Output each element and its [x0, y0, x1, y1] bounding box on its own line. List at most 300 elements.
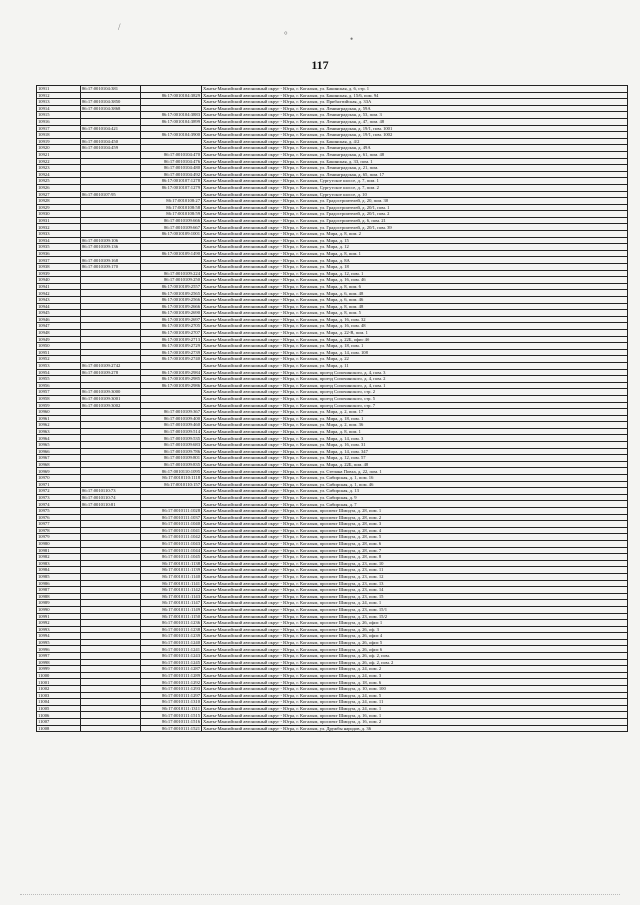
land-parcel-number-cell: [81, 250, 141, 257]
row-number-cell: 10924: [37, 171, 81, 178]
address-cell: Ханты-Мансийский автономный округ - Югра, г. Когалым, ул. Мира, д. 8А: [202, 257, 628, 264]
land-parcel-number-cell: [81, 666, 141, 673]
premises-number-cell: 86:17:0010111:1149: [141, 606, 202, 613]
address-cell: Ханты-Мансийский автономный округ - Югра, г. Когалым, проспект Шмидта, д. 24, пом. 1: [202, 600, 628, 607]
address-cell: Ханты-Мансийский автономный округ - Югра, г. Когалым, проспект Шмидта, д. 26, оф. 2, пом. 2: [202, 659, 628, 666]
table-row: [37, 646, 628, 653]
row-number-cell: 10958: [37, 395, 81, 402]
address-cell: Ханты-Мансийский автономный округ - Югра, г. Когалым, ул. Мира, д. 16, пом. 32: [202, 316, 628, 323]
row-number-cell: 10933: [37, 231, 81, 238]
table-row: [37, 494, 628, 501]
row-number-cell: 10996: [37, 646, 81, 653]
premises-number-cell: 86:17:0010111:1289: [141, 672, 202, 679]
address-cell: Ханты-Мансийский автономный округ - Югра, г. Когалым, ул. Бакинская, д. 15/6, пом. 94: [202, 92, 628, 99]
row-number-cell: 10945: [37, 310, 81, 317]
premises-number-cell: [141, 494, 202, 501]
table-row: [37, 178, 628, 185]
premises-number-cell: 86:17:0010111:1042: [141, 534, 202, 541]
row-number-cell: 10912: [37, 92, 81, 99]
table-row: [37, 211, 628, 218]
table-row: [37, 257, 628, 264]
table-row: [37, 343, 628, 350]
premises-number-cell: 86:17:0010109:667: [141, 224, 202, 231]
table-row: [37, 705, 628, 712]
address-cell: Ханты-Мансийский автономный округ - Югра, г. Когалым, ул. Мира, д. 8, пом. 5: [202, 310, 628, 317]
row-number-cell: 11004: [37, 699, 81, 706]
row-number-cell: 10948: [37, 329, 81, 336]
row-number-cell: 10949: [37, 336, 81, 343]
address-cell: Ханты-Мансийский автономный округ - Югра, г. Когалым, ул. Мира, д. 12, пом. 1: [202, 270, 628, 277]
address-cell: Ханты-Мансийский автономный округ - Югра, г. Когалым, ул. Сибирская, д. 1, пом. 46: [202, 481, 628, 488]
land-parcel-number-cell: 86:17:0010109:136: [81, 244, 141, 251]
table-row: [37, 224, 628, 231]
row-number-cell: 10921: [37, 151, 81, 158]
land-parcel-number-cell: [81, 554, 141, 561]
address-cell: Ханты-Мансийский автономный округ - Югра, г. Когалым, ул. Мира, д. 18, пом. 1: [202, 343, 628, 350]
land-parcel-number-cell: [81, 646, 141, 653]
table-row: [37, 712, 628, 719]
row-number-cell: 10925: [37, 178, 81, 185]
scan-mark: /: [118, 22, 121, 32]
land-parcel-number-cell: [81, 508, 141, 515]
address-cell: Ханты-Мансийский автономный округ - Югра, г. Когалым, проезд Сопочинского, стр. 5: [202, 395, 628, 402]
table-row: [37, 468, 628, 475]
page-number: 117: [311, 58, 329, 72]
premises-number-cell: 86:17:0010110:1118: [141, 475, 202, 482]
table-row: [37, 125, 628, 132]
premises-number-cell: 86:17:0010111:1140: [141, 573, 202, 580]
table-row: [37, 455, 628, 462]
row-number-cell: 10936: [37, 250, 81, 257]
land-parcel-number-cell: [81, 613, 141, 620]
address-cell: Ханты-Мансийский автономный округ - Югра, г. Когалым, проспект Шмидта, д. 23, пом. 14: [202, 587, 628, 594]
premises-number-cell: 86:17:0010109:1001: [141, 231, 202, 238]
address-cell: Ханты-Мансийский автономный округ - Югра, г. Когалым, проезд Сопочинского, д. 4, пом. 2: [202, 376, 628, 383]
table-row: [37, 86, 628, 93]
address-cell: Ханты-Мансийский автономный округ - Югра, г. Когалым, ул. Сибирская, д. 13: [202, 488, 628, 495]
table-row: [37, 540, 628, 547]
address-cell: Ханты-Мансийский автономный округ - Югра, г. Когалым, ул. Ленинградская, д. 59А: [202, 105, 628, 112]
row-number-cell: 11005: [37, 705, 81, 712]
address-cell: Ханты-Мансийский автономный округ - Югра, г. Когалым, проспект Шмидта, д. 23, пом. 15/1: [202, 606, 628, 613]
land-parcel-number-cell: [81, 132, 141, 139]
premises-number-cell: 86:17:0010111:1287: [141, 666, 202, 673]
premises-number-cell: [141, 389, 202, 396]
land-parcel-number-cell: [81, 659, 141, 666]
row-number-cell: 10918: [37, 132, 81, 139]
land-parcel-number-cell: 86:17:0010104:450: [81, 138, 141, 145]
table-row: [37, 534, 628, 541]
table-row: [37, 336, 628, 343]
row-number-cell: 10937: [37, 257, 81, 264]
address-cell: Ханты-Мансийский автономный округ - Югра, г. Когалым, проспект Шмидта, д. 26, офис 4: [202, 633, 628, 640]
row-number-cell: 10985: [37, 573, 81, 580]
row-number-cell: 11003: [37, 692, 81, 699]
land-parcel-number-cell: 86:17:0010110:81: [81, 501, 141, 508]
premises-number-cell: 86:17:0010111:1043: [141, 540, 202, 547]
table-row: [37, 349, 628, 356]
address-cell: Ханты-Мансийский автономный округ - Югра, г. Когалым, Сургутское шоссе, д. 10: [202, 191, 628, 198]
address-cell: Ханты-Мансийский автономный округ - Югра, г. Когалым, ул. Мира, д. 8, пом. 1: [202, 428, 628, 435]
row-number-cell: 11002: [37, 686, 81, 693]
row-number-cell: 10982: [37, 554, 81, 561]
table-row: [37, 415, 628, 422]
land-parcel-number-cell: [81, 336, 141, 343]
land-parcel-number-cell: 86:17:0010109:170: [81, 264, 141, 271]
address-cell: Ханты-Мансийский автономный округ - Югра, г. Когалым, проспект Шмидта, д. 23, пом. 15: [202, 593, 628, 600]
table-row: [37, 217, 628, 224]
address-cell: Ханты-Мансийский автономный округ - Югра, г. Когалым, проезд Сопочинского, д. 4, пом. 3: [202, 369, 628, 376]
row-number-cell: 10974: [37, 501, 81, 508]
row-number-cell: 10935: [37, 244, 81, 251]
land-parcel-number-cell: 86:17:0010104:3868: [81, 105, 141, 112]
land-parcel-number-cell: [81, 217, 141, 224]
row-number-cell: 10971: [37, 481, 81, 488]
address-cell: Ханты-Мансийский автономный округ - Югра, г. Когалым, ул. Градостроителей, д. 20/1, пом. 2: [202, 211, 628, 218]
address-cell: Ханты-Мансийский автономный округ - Югра, г. Когалым, проспект Шмидта, д. 18, пом. 6: [202, 679, 628, 686]
row-number-cell: 10940: [37, 277, 81, 284]
premises-number-cell: 86:17:0010111:1028: [141, 508, 202, 515]
row-number-cell: 10965: [37, 442, 81, 449]
table-row: [37, 264, 628, 271]
address-cell: Ханты-Мансийский автономный округ - Югра, г. Когалым, ул. Мира, д. 12, пом. 57: [202, 455, 628, 462]
premises-number-cell: 86:17:0010111:1310: [141, 699, 202, 706]
land-parcel-number-cell: 86:17:0010104:381: [81, 86, 141, 93]
land-parcel-number-cell: [81, 725, 141, 732]
row-number-cell: 10932: [37, 224, 81, 231]
premises-number-cell: 86:17:0010109:683: [141, 442, 202, 449]
row-number-cell: 10961: [37, 415, 81, 422]
table-row: [37, 158, 628, 165]
premises-number-cell: 86:17:0010104:476: [141, 158, 202, 165]
table-row: [37, 277, 628, 284]
row-number-cell: 10913: [37, 99, 81, 106]
land-parcel-number-cell: [81, 290, 141, 297]
premises-number-cell: 86:17:0010109:2557: [141, 283, 202, 290]
row-number-cell: 11008: [37, 725, 81, 732]
table-row: [37, 329, 628, 336]
land-parcel-number-cell: [81, 224, 141, 231]
table-row: [37, 679, 628, 686]
premises-number-cell: 86:17:0010111:1139: [141, 567, 202, 574]
premises-number-cell: [141, 362, 202, 369]
premises-number-cell: 86:17:0010109:2666: [141, 303, 202, 310]
premises-number-cell: 86:17:0010109:666: [141, 217, 202, 224]
address-cell: Ханты-Мансийский автономный округ - Югра, г. Когалым, проспект Шмидта, д. 16, пом. 1: [202, 712, 628, 719]
address-cell: Ханты-Мансийский автономный округ - Югра, г. Когалым, проспект Шмидта, д. 28, пом. 6: [202, 540, 628, 547]
address-cell: Ханты-Мансийский автономный округ - Югра, г. Когалым, ул. Мира, д. 18, пом. 1: [202, 415, 628, 422]
land-parcel-number-cell: [81, 587, 141, 594]
table-row: [37, 527, 628, 534]
address-cell: Ханты-Мансийский автономный округ - Югра, г. Когалым, ул. Дружбы народов, д. 36: [202, 725, 628, 732]
premises-number-cell: 86:17:0010109:2985: [141, 376, 202, 383]
land-parcel-number-cell: [81, 653, 141, 660]
land-parcel-number-cell: [81, 184, 141, 191]
premises-number-cell: 86:17:0010108:27: [141, 198, 202, 205]
row-number-cell: 10947: [37, 323, 81, 330]
land-parcel-number-cell: [81, 540, 141, 547]
address-cell: Ханты-Мансийский автономный округ - Югра, г. Когалым, проспект Шмидта, д. 26, офис 5: [202, 639, 628, 646]
address-cell: Ханты-Мансийский автономный округ - Югра, г. Когалым, ул. Бакинская, д. 33, пом. 1: [202, 158, 628, 165]
premises-number-cell: 86:17:0010111:1516: [141, 719, 202, 726]
premises-number-cell: 86:17:0010109:2690: [141, 310, 202, 317]
premises-number-cell: 86:17:0010111:1150: [141, 613, 202, 620]
scan-mark: °: [284, 30, 288, 40]
address-cell: Ханты-Мансийский автономный округ - Югра, г. Когалым, проспект Шмидта, д. 24, пом. 3: [202, 672, 628, 679]
land-parcel-number-cell: 86:17:0010109:106: [81, 237, 141, 244]
address-cell: Ханты-Мансийский автономный округ - Югра, г. Когалым, ул. Мира, д. 15: [202, 237, 628, 244]
address-cell: Ханты-Мансийский автономный округ - Югра, г. Когалым, проспект Шмидта, д. 28, пом. 7: [202, 547, 628, 554]
land-parcel-number-cell: [81, 112, 141, 119]
table-row: [37, 514, 628, 521]
premises-number-cell: 86:17:0010104:3899: [141, 118, 202, 125]
address-cell: Ханты-Мансийский автономный округ - Югра, г. Когалым, ул. Сибирская, д. 7: [202, 501, 628, 508]
premises-number-cell: 86:17:0010109:2565: [141, 290, 202, 297]
table-row: [37, 554, 628, 561]
registry-table-container: [36, 85, 615, 732]
row-number-cell: 10938: [37, 264, 81, 271]
address-cell: Ханты-Мансийский автономный округ - Югра, г. Когалым, проспект Шмидта, д. 26, офис 6: [202, 646, 628, 653]
land-parcel-number-cell: 86:17:0010109:168: [81, 257, 141, 264]
table-row: [37, 501, 628, 508]
row-number-cell: 10920: [37, 145, 81, 152]
table-row: [37, 92, 628, 99]
land-parcel-number-cell: [81, 606, 141, 613]
address-cell: Ханты-Мансийский автономный округ - Югра, г. Когалым, проспект Шмидта, д. 24, пом. 2: [202, 666, 628, 673]
scan-mark: •: [350, 34, 354, 44]
land-parcel-number-cell: 86:17:0010109:3000: [81, 389, 141, 396]
row-number-cell: 10968: [37, 461, 81, 468]
address-cell: Ханты-Мансийский автономный округ - Югра, г. Когалым, проспект Шмидта, д. 26, оф. 2, пом.: [202, 653, 628, 660]
premises-number-cell: [141, 395, 202, 402]
premises-number-cell: 86:17:0010108:58: [141, 204, 202, 211]
row-number-cell: 10944: [37, 303, 81, 310]
row-number-cell: 10960: [37, 409, 81, 416]
row-number-cell: 10959: [37, 402, 81, 409]
land-parcel-number-cell: [81, 593, 141, 600]
row-number-cell: 10994: [37, 633, 81, 640]
address-cell: Ханты-Мансийский автономный округ - Югра, г. Когалым, ул. Мира, д. 8, пом. 6: [202, 283, 628, 290]
premises-number-cell: 86:17:0010111:1037: [141, 514, 202, 521]
land-parcel-number-cell: [81, 620, 141, 627]
table-row: [37, 198, 628, 205]
table-row: [37, 580, 628, 587]
row-number-cell: 10916: [37, 118, 81, 125]
address-cell: Ханты-Мансийский автономный округ - Югра, г. Когалым, ул. Ленинградская, д. 19/1, пом. 1002: [202, 132, 628, 139]
land-parcel-number-cell: [81, 534, 141, 541]
table-row: [37, 626, 628, 633]
row-number-cell: 10911: [37, 86, 81, 93]
premises-number-cell: 86:17:0010109:2713: [141, 336, 202, 343]
row-number-cell: 10953: [37, 362, 81, 369]
address-cell: Ханты-Мансийский автономный округ - Югра, г. Когалым, ул. Мира, д. 2, пом. 36: [202, 422, 628, 429]
premises-number-cell: 86:17:0010111:1041: [141, 527, 202, 534]
table-row: [37, 699, 628, 706]
premises-number-cell: 86:17:0010109:2986: [141, 382, 202, 389]
address-cell: Ханты-Мансийский автономный округ - Югра, г. Когалым, проспект Шмидта, д. 26, оф. 3: [202, 626, 628, 633]
land-parcel-number-cell: [81, 329, 141, 336]
address-cell: Ханты-Мансийский автономный округ - Югра, г. Когалым, ул. Прибалтийская, д. 33А: [202, 99, 628, 106]
table-row: [37, 191, 628, 198]
land-parcel-number-cell: [81, 428, 141, 435]
table-row: [37, 560, 628, 567]
row-number-cell: 11007: [37, 719, 81, 726]
address-cell: Ханты-Мансийский автономный округ - Югра, г. Когалым, ул. Мира, д. 22Б, пом. 48: [202, 461, 628, 468]
address-cell: Ханты-Мансийский автономный округ - Югра, г. Когалым, проспект Шмидта, д. 24, пом. 11: [202, 699, 628, 706]
table-row: [37, 395, 628, 402]
address-cell: Ханты-Мансийский автономный округ - Югра, г. Когалым, проспект Шмидта, д. 24, пом. 5: [202, 692, 628, 699]
row-number-cell: 10992: [37, 620, 81, 627]
address-cell: Ханты-Мансийский автономный округ - Югра, г. Когалым, ул. Ленинградская, д. 49А: [202, 145, 628, 152]
address-cell: Ханты-Мансийский автономный округ - Югра, г. Когалым, проспект Шмидта, д. 16, пом. 2: [202, 719, 628, 726]
land-parcel-number-cell: 86:17:0010109:278: [81, 369, 141, 376]
table-row: [37, 316, 628, 323]
premises-number-cell: 86:17:0010109:250: [141, 277, 202, 284]
land-parcel-number-cell: [81, 211, 141, 218]
premises-number-cell: [141, 237, 202, 244]
row-number-cell: 10973: [37, 494, 81, 501]
table-row: [37, 475, 628, 482]
premises-number-cell: 86:17:0010104:3900: [141, 132, 202, 139]
table-row: [37, 376, 628, 383]
land-parcel-number-cell: [81, 600, 141, 607]
table-row: [37, 323, 628, 330]
address-cell: Ханты-Мансийский автономный округ - Югра, г. Когалым, ул. Мира, д. 14, пом. 108: [202, 349, 628, 356]
land-parcel-number-cell: [81, 92, 141, 99]
table-row: [37, 145, 628, 152]
address-cell: Ханты-Мансийский автономный округ - Югра, г. Когалым, проспект Шмидта, д. 23, пом. 10: [202, 560, 628, 567]
scan-footer-noise: [20, 894, 620, 899]
land-parcel-number-cell: 86:17:0010110:74: [81, 494, 141, 501]
premises-number-cell: 86:17:0010109:2705: [141, 323, 202, 330]
table-row: [37, 184, 628, 191]
table-row: [37, 118, 628, 125]
premises-number-cell: 86:17:0010109:801: [141, 455, 202, 462]
table-row: [37, 587, 628, 594]
address-cell: Ханты-Мансийский автономный округ - Югра, г. Когалым, проспект Шмидта, д. 28, пом. 3: [202, 521, 628, 528]
land-parcel-number-cell: [81, 349, 141, 356]
land-parcel-number-cell: [81, 415, 141, 422]
row-number-cell: 10931: [37, 217, 81, 224]
land-parcel-number-cell: [81, 712, 141, 719]
table-row: [37, 567, 628, 574]
premises-number-cell: 86:17:0010107:1278: [141, 178, 202, 185]
table-row: [37, 481, 628, 488]
address-cell: Ханты-Мансийский автономный округ - Югра, г. Когалым, проспект Шмидта, д. 28, пом. 1: [202, 508, 628, 515]
table-row: [37, 171, 628, 178]
premises-number-cell: 86:17:0010111:1040: [141, 521, 202, 528]
row-number-cell: 10981: [37, 547, 81, 554]
address-cell: Ханты-Мансийский автономный округ - Югра, г. Когалым, ул. Мира, д. 22-В, пом. 1: [202, 329, 628, 336]
land-parcel-number-cell: [81, 382, 141, 389]
premises-number-cell: 86:17:0010104:492: [141, 171, 202, 178]
address-cell: Ханты-Мансийский автономный округ - Югра, г. Когалым, ул. Мира, д. 14, пом. 347: [202, 448, 628, 455]
premises-number-cell: [141, 264, 202, 271]
address-cell: Ханты-Мансийский автономный округ - Югра, г. Когалым, проспект Шмидта, д. 28, пом. 5: [202, 534, 628, 541]
land-parcel-number-cell: [81, 198, 141, 205]
row-number-cell: 10991: [37, 613, 81, 620]
table-row: [37, 283, 628, 290]
address-cell: Ханты-Мансийский автономный округ - Югра, г. Когалым, проспект Шмидта, д. 24, пом. 1: [202, 705, 628, 712]
land-parcel-number-cell: 86:17:0010109:3002: [81, 402, 141, 409]
table-row: [37, 448, 628, 455]
premises-number-cell: [141, 244, 202, 251]
row-number-cell: 10927: [37, 191, 81, 198]
table-row: [37, 686, 628, 693]
row-number-cell: 10976: [37, 514, 81, 521]
table-row: [37, 573, 628, 580]
row-number-cell: 10934: [37, 237, 81, 244]
row-number-cell: 10999: [37, 666, 81, 673]
address-cell: Ханты-Мансийский автономный округ - Югра, г. Когалым, ул. Мира, д. 8, пом. 1: [202, 250, 628, 257]
table-row: [37, 105, 628, 112]
address-cell: Ханты-Мансийский автономный округ - Югра, г. Когалым, проезд Сопочинского, д. 4, пом. 1: [202, 382, 628, 389]
table-row: [37, 422, 628, 429]
land-parcel-number-cell: [81, 481, 141, 488]
row-number-cell: 10939: [37, 270, 81, 277]
address-cell: Ханты-Мансийский автономный округ - Югра, г. Когалым, проспект Шмидта, д. 28, пом. 8: [202, 554, 628, 561]
land-parcel-number-cell: [81, 442, 141, 449]
row-number-cell: 10914: [37, 105, 81, 112]
land-parcel-number-cell: 86:17:0010104:459: [81, 145, 141, 152]
row-number-cell: 10930: [37, 211, 81, 218]
address-cell: Ханты-Мансийский автономный округ - Югра, г. Когалым, проспект Шмидта, д. 23, пом. 12: [202, 573, 628, 580]
table-row: [37, 653, 628, 660]
premises-number-cell: 86:17:0010108:59: [141, 211, 202, 218]
row-number-cell: 10923: [37, 165, 81, 172]
table-row: [37, 633, 628, 640]
premises-number-cell: [141, 501, 202, 508]
premises-number-cell: 86:17:0010109:835: [141, 461, 202, 468]
premises-number-cell: 86:17:0010109:2984: [141, 369, 202, 376]
row-number-cell: 10962: [37, 422, 81, 429]
address-cell: Ханты-Мансийский автономный округ - Югра, г. Когалым, ул. Градостроителей, д. 20/1, пом. 1: [202, 204, 628, 211]
premises-number-cell: 86:17:0010111:1045: [141, 554, 202, 561]
address-cell: Ханты-Мансийский автономный округ - Югра, г. Когалым, ул. Градостроителей, д. 6, пом. 21: [202, 217, 628, 224]
row-number-cell: 10950: [37, 343, 81, 350]
row-number-cell: 10952: [37, 356, 81, 363]
row-number-cell: 10967: [37, 455, 81, 462]
table-row: [37, 356, 628, 363]
premises-number-cell: 86:17:0010109:535: [141, 435, 202, 442]
land-parcel-number-cell: [81, 151, 141, 158]
address-cell: Ханты-Мансийский автономный округ - Югра, г. Когалым, ул. Мира, д. 6, пом. 46: [202, 297, 628, 304]
registry-table: [36, 85, 628, 732]
address-cell: Ханты-Мансийский автономный округ - Югра, г. Когалым, ул. Ленинградская, д. 53, пом. 3: [202, 112, 628, 119]
row-number-cell: 10975: [37, 508, 81, 515]
premises-number-cell: [141, 138, 202, 145]
address-cell: Ханты-Мансийский автономный округ - Югра, г. Когалым, ул. Мира, д. 22Б, офис 4б: [202, 336, 628, 343]
row-number-cell: 11000: [37, 672, 81, 679]
address-cell: Ханты-Мансийский автономный округ - Югра, г. Когалым, проспект Шмидта, д. 28, пом. 4: [202, 527, 628, 534]
address-cell: Ханты-Мансийский автономный округ - Югра, г. Когалым, ул. Ленинградская, д. 21, пом.: [202, 165, 628, 172]
table-row: [37, 138, 628, 145]
premises-number-cell: 86:17:0010111:1515: [141, 712, 202, 719]
premises-number-cell: [141, 488, 202, 495]
row-number-cell: 11001: [37, 679, 81, 686]
land-parcel-number-cell: [81, 316, 141, 323]
table-row: [37, 244, 628, 251]
table-row: [37, 297, 628, 304]
land-parcel-number-cell: [81, 461, 141, 468]
row-number-cell: 10943: [37, 297, 81, 304]
land-parcel-number-cell: 86:17:0010109:2742: [81, 362, 141, 369]
row-number-cell: 10983: [37, 560, 81, 567]
table-row: [37, 409, 628, 416]
table-row: [37, 435, 628, 442]
premises-number-cell: 86:17:0010111:1311: [141, 705, 202, 712]
address-cell: Ханты-Мансийский автономный округ - Югра, г. Когалым, ул. Мира, д. 14, пом. 3: [202, 435, 628, 442]
